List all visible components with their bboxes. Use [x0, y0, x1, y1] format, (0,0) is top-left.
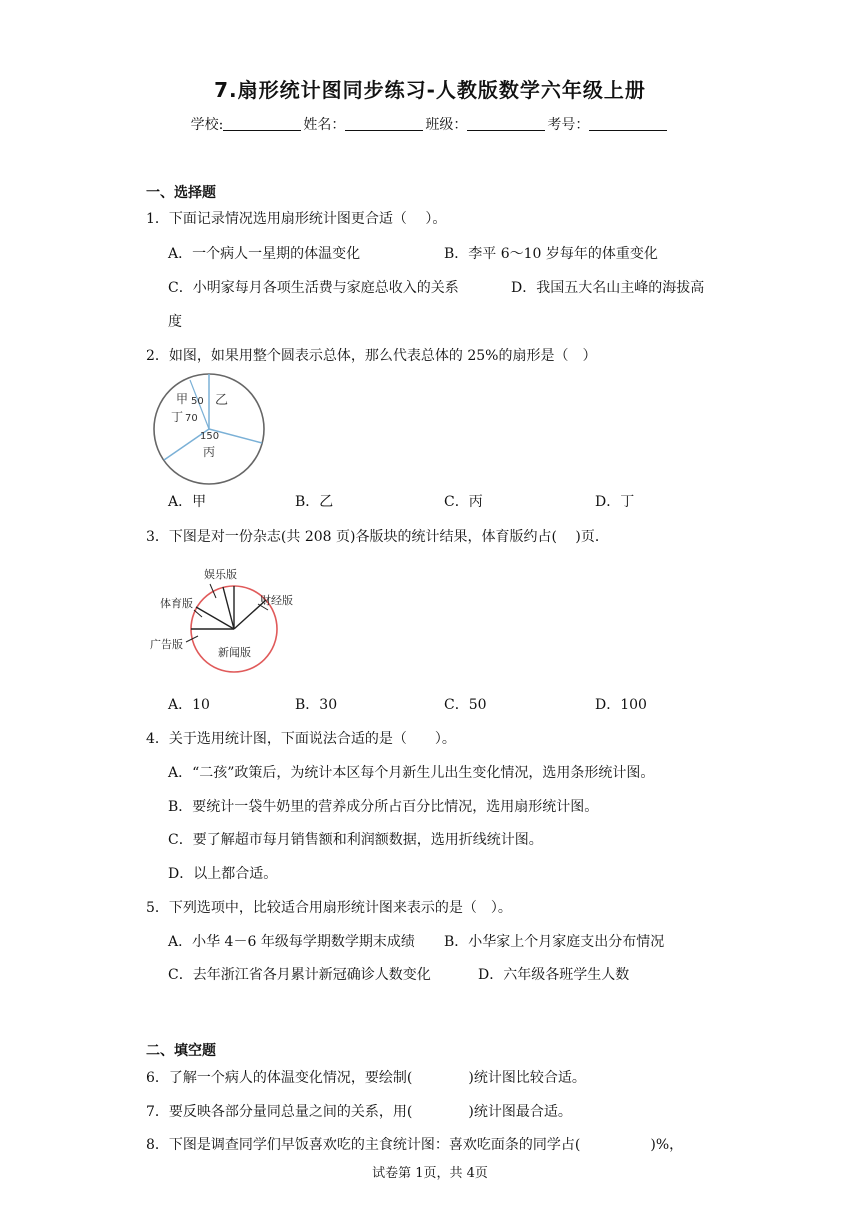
school-blank[interactable] [223, 116, 301, 131]
q2-option-c[interactable]: C．丙 [444, 494, 483, 510]
q3-leader-sport [194, 610, 202, 617]
section-fill-title: 二、填空题 [146, 1043, 216, 1059]
q2-option-b[interactable]: B．乙 [295, 494, 334, 510]
q3-label-news: 新闻版 [218, 646, 251, 659]
q2-label-ding: 丁 [171, 410, 184, 424]
q3-option-d[interactable]: D．100 [595, 697, 647, 713]
page-footer: 试卷第 1页，共 4页 [372, 1166, 488, 1181]
q5-option-a[interactable]: A．小华 4－6 年级每学期数学期末成绩 [168, 934, 415, 950]
q2-label-yi: 乙 [215, 393, 229, 408]
q2-label-jia: 甲 [176, 392, 189, 406]
name-blank[interactable] [345, 116, 423, 131]
q7-stem: 7．要反映各部分量同总量之间的关系，用( )统计图最合适。 [146, 1104, 572, 1120]
q1-option-c[interactable]: C．小明家每月各项生活费与家庭总收入的关系 [168, 280, 459, 296]
q8-stem: 8．下图是调查同学们早饭喜欢吃的主食统计图：喜欢吃面条的同学占( )%， [146, 1137, 684, 1153]
q3-pie-figure [146, 562, 316, 680]
q3-label-fin: 财经版 [260, 594, 293, 607]
q4-option-a[interactable]: A．“二孩”政策后，为统计本区每个月新生儿出生变化情况，选用条形统计图。 [168, 765, 655, 781]
q2-option-d[interactable]: D．丁 [595, 494, 635, 510]
name-label: 姓名： [303, 117, 346, 133]
q3-label-ent: 娱乐版 [204, 568, 237, 581]
q4-option-c[interactable]: C．要了解超市每月销售额和利润额数据，选用折线统计图。 [168, 832, 543, 848]
q2-stem: 2．如图，如果用整个圆表示总体，那么代表总体的 25%的扇形是（ ） [146, 348, 597, 364]
class-blank[interactable] [467, 116, 545, 131]
q3-option-a[interactable]: A．10 [168, 697, 210, 713]
q1-stem: 1．下面记录情况选用扇形统计图更合适（ ）。 [146, 211, 447, 227]
q2-val-bing: 150 [200, 431, 220, 442]
page-title: 7.扇形统计图同步练习-人教版数学六年级上册 [214, 78, 646, 102]
q4-option-b[interactable]: B．要统计一袋牛奶里的营养成分所占百分比情况，选用扇形统计图。 [168, 799, 599, 815]
q3-option-c[interactable]: C．50 [444, 697, 487, 713]
q5-option-d[interactable]: D．六年级各班学生人数 [478, 967, 630, 983]
q1-option-d[interactable]: D．我国五大名山主峰的海拔高 [511, 280, 705, 296]
q3-stem: 3．下图是对一份杂志(共 208 页)各版块的统计结果，体育版约占( )页． [146, 529, 609, 545]
student-info-line [0, 114, 860, 134]
q2-pie-figure [144, 370, 274, 488]
q2-val-ding: 70 [185, 413, 198, 424]
q6-stem: 6．了解一个病人的体温变化情况，要绘制( )统计图比较合适。 [146, 1070, 586, 1086]
q3-label-sport: 体育版 [160, 597, 193, 610]
class-label: 班级： [425, 117, 468, 133]
q1-option-d-cont: 度 [168, 314, 182, 330]
q2-val-jia: 50 [191, 396, 204, 407]
q2-label-bing: 丙 [203, 445, 216, 459]
q5-stem: 5．下列选项中，比较适合用扇形统计图来表示的是（ ）。 [146, 900, 512, 916]
q5-option-c[interactable]: C．去年浙江省各月累计新冠确诊人数变化 [168, 967, 431, 983]
q3-label-ad: 广告版 [150, 638, 183, 651]
exam-no-blank[interactable] [589, 116, 667, 131]
q4-stem: 4．关于选用统计图，下面说法合适的是（ ）。 [146, 731, 456, 747]
q1-option-b[interactable]: B．李平 6～10 岁每年的体重变化 [444, 246, 658, 262]
q1-option-a[interactable]: A．一个病人一星期的体温变化 [168, 246, 361, 262]
q4-option-d[interactable]: D．以上都合适。 [168, 866, 278, 882]
exam-no-label: 考号： [547, 117, 590, 133]
q3-option-b[interactable]: B．30 [295, 697, 338, 713]
section-choice-title: 一、选择题 [146, 185, 216, 201]
q2-option-a[interactable]: A．甲 [168, 494, 207, 510]
q3-pie-line-sport [196, 607, 234, 629]
school-label: 学校: [190, 117, 224, 133]
q3-pie-line-ent [223, 587, 234, 629]
q5-option-b[interactable]: B．小华家上个月家庭支出分布情况 [444, 934, 665, 950]
